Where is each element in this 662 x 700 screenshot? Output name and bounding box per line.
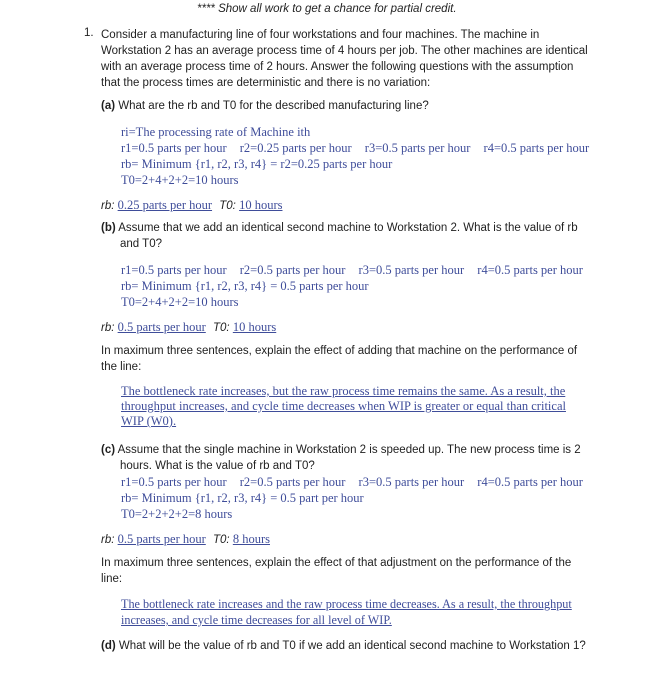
part-b-question-line: Assume that we add an identical second machine to Workstation 2. What is the value of rb xyxy=(118,222,578,234)
explain-prompt-line: line: xyxy=(101,573,123,585)
part-b-work xyxy=(121,262,593,310)
rate-r3: r3=0.5 parts per hour xyxy=(358,475,465,489)
rb-value: 0.5 parts per hour xyxy=(117,320,206,334)
part-c-prompt xyxy=(101,442,581,474)
rb-label: rb: xyxy=(101,534,115,546)
work-line: rb= Minimum {r1, r2, r3, r4} = r2=0.25 parts per hour xyxy=(121,157,393,171)
part-c-label: (c) xyxy=(101,444,116,456)
explain-answer-line: increases, and cycle time decreases for all level of WIP. xyxy=(121,613,392,627)
part-d-question: What will be the value of rb and T0 if we add an identical second machine to Workstation 1? xyxy=(118,640,586,652)
part-d-label: (d) xyxy=(101,640,116,652)
question-number: 1. xyxy=(84,27,94,39)
part-c-explain-answer xyxy=(121,596,572,628)
rb-value: 0.5 parts per hour xyxy=(117,532,206,546)
rate-r4: r4=0.5 parts per hour xyxy=(483,141,590,155)
explain-answer-line: The bottleneck rate increases and the raw process time decreases. As a result, the throughput xyxy=(121,597,572,611)
part-b-explain-prompt xyxy=(101,343,577,375)
intro-line: Consider a manufacturing line of four workstations and four machines. The machine in xyxy=(101,29,540,41)
rate-r4: r4=0.5 parts per hour xyxy=(477,475,583,489)
rate-r2: r2=0.5 parts per hour xyxy=(239,475,346,489)
rates-row xyxy=(121,262,593,278)
part-b-explain-answer xyxy=(121,384,566,429)
explain-prompt-line: In maximum three sentences, explain the effect of that adjustment on the performance of the xyxy=(101,557,572,569)
rate-r1: r1=0.5 parts per hour xyxy=(121,475,227,489)
rb-label: rb: xyxy=(101,322,115,334)
rate-r2: r2=0.5 parts per hour xyxy=(239,263,346,277)
explain-prompt-line: In maximum three sentences, explain the effect of adding that machine on the performance of xyxy=(101,345,578,357)
rates-row xyxy=(121,140,599,156)
rate-r3: r3=0.5 parts per hour xyxy=(364,141,471,155)
t0-value: 8 hours xyxy=(232,532,270,546)
part-c-explain-prompt xyxy=(101,555,571,587)
rate-r1: r1=0.5 parts per hour xyxy=(121,263,227,277)
rate-r3: r3=0.5 parts per hour xyxy=(358,263,465,277)
intro-line: with an average process time of 2 hours. Answer the following questions with the assumption xyxy=(101,61,574,73)
part-a-work xyxy=(121,124,599,188)
part-b-label: (b) xyxy=(101,222,116,234)
part-a-question: What are the rb and T0 for the described manufacturing line? xyxy=(118,100,429,112)
intro-line: Workstation 2 has an average process time of 4 hours per job. The other machines are identical xyxy=(101,45,588,57)
t0-label: T0: xyxy=(219,200,236,212)
part-d-prompt xyxy=(101,640,586,652)
t0-value: 10 hours xyxy=(239,198,283,212)
part-c-question-line: Assume that the single machine in Workstation 2 is speeded up. The new process time is 2 xyxy=(117,444,581,456)
rate-r2: r2=0.25 parts per hour xyxy=(239,141,352,155)
part-c-answer xyxy=(101,532,270,547)
work-line: rb= Minimum {r1, r2, r3, r4} = 0.5 part per hour xyxy=(121,491,364,505)
rate-r4: r4=0.5 parts per hour xyxy=(477,263,583,277)
part-a-answer xyxy=(101,198,282,213)
explain-answer-line: The bottleneck rate increases, but the raw process time remains the same. As a result, the xyxy=(121,384,566,398)
part-b-answer xyxy=(101,320,276,335)
t0-label: T0: xyxy=(213,322,230,334)
t0-label: T0: xyxy=(213,534,230,546)
part-b-prompt xyxy=(101,220,578,252)
work-line: rb= Minimum {r1, r2, r3, r4} = 0.5 parts per hour xyxy=(121,279,369,293)
work-line: T0=2+4+2+2=10 hours xyxy=(121,173,239,187)
rb-label: rb: xyxy=(101,200,115,212)
work-line: ri=The processing rate of Machine ith xyxy=(121,125,311,139)
intro-line: that the process times are deterministic and there is no variation: xyxy=(101,77,431,89)
t0-value: 10 hours xyxy=(232,320,277,334)
part-a-label: (a) xyxy=(101,100,116,112)
rates-row xyxy=(121,474,593,490)
instructions-header: **** Show all work to get a chance for partial credit. xyxy=(197,3,457,15)
part-c-question-line: hours. What is the value of rb and T0? xyxy=(120,460,315,472)
rb-value: 0.25 parts per hour xyxy=(117,198,213,212)
work-line: T0=2+4+2+2=10 hours xyxy=(121,295,239,309)
question-intro xyxy=(101,27,588,91)
rate-r1: r1=0.5 parts per hour xyxy=(121,141,227,155)
part-c-work xyxy=(121,474,593,522)
explain-answer-line: throughput increases, and cycle time decreases when WIP is greater or equal than critical xyxy=(121,399,566,413)
explain-prompt-line: the line: xyxy=(101,361,142,373)
work-line: T0=2+2+2+2=8 hours xyxy=(121,507,233,521)
part-a-prompt xyxy=(101,100,429,112)
part-b-question-line: and T0? xyxy=(120,238,162,250)
explain-answer-line: WIP (W0). xyxy=(121,414,177,428)
